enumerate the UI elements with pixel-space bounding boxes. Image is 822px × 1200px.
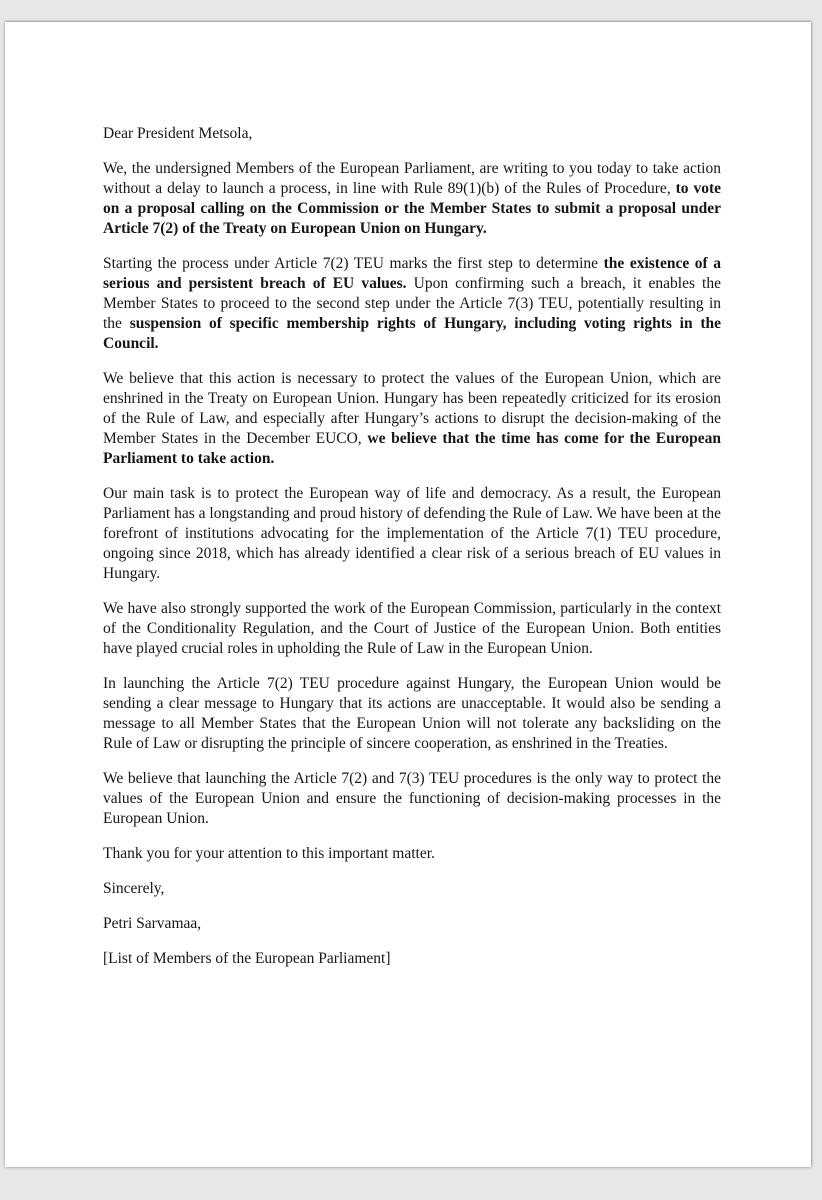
text-run: Starting the process under Article 7(2) TEU marks the first step to determine (103, 255, 604, 272)
text-run: We believe that this action is necessary to protect the values of the European Union, which are enshrined in the Treaty on European Union. Hungary has been repeatedly criticized for its erosion of the Rule of Law, and especially after Hungary’s actions to disrupt the decision-making of the Member States in the December EUCO, (103, 370, 721, 447)
text-run: We have also strongly supported the work of the European Commission, particularly in the context of the Conditionality Regulation, and the Court of Justice of the European Union. Both entities have played crucial roles in upholding the Rule of Law in the European Union. (103, 600, 721, 657)
members-list-placeholder: [List of Members of the European Parliament] (103, 950, 391, 967)
text-run: Our main task is to protect the European way of life and democracy. As a result, the European Parliament has a longstanding and proud history of defending the Rule of Law. We have been at the forefront of institutions advocating for the implementation of the Article 7(1) TEU procedure, ongoing since 2018, which has already identified a clear risk of a serious breach of EU values in Hungary. (103, 485, 721, 582)
bold-text-run: the existence of a serious and persistent breach of EU values. (103, 255, 721, 292)
signature-name: Petri Sarvamaa, (103, 915, 202, 932)
salutation: Dear President Metsola, (103, 125, 253, 142)
letter-paragraph (103, 159, 721, 239)
letter-paragraph (103, 484, 721, 584)
letter-paragraph (103, 369, 721, 469)
letter-paragraph (103, 769, 721, 829)
letter-paragraph (103, 254, 721, 354)
letter-body (103, 159, 721, 829)
bold-text-run: we believe that the time has come for the European Parliament to take action. (103, 430, 721, 467)
bold-text-run: to vote on a proposal calling on the Commission or the Member States to submit a proposal under Article 7(2) of the Treaty on European Union on Hungary. (103, 180, 721, 237)
text-run: We believe that launching the Article 7(2) and 7(3) TEU procedures is the only way to protect the values of the European Union and ensure the functioning of decision-making processes in the European Union. (103, 770, 721, 827)
text-run: In launching the Article 7(2) TEU procedure against Hungary, the European Union would be sending a clear message to Hungary that its actions are unacceptable. It would also be sending a message to all Member States that the European Union will not tolerate any backsliding on the Rule of Law or disrupting the principle of sincere cooperation, as enshrined in the Treaties. (103, 675, 721, 752)
letter-page (5, 22, 811, 1167)
letter-content (5, 22, 811, 969)
letter-paragraph (103, 674, 721, 754)
text-run: Upon confirming such a breach, it enables the Member States to proceed to the second step under the Article 7(3) TEU, potentially resulting in the (103, 275, 721, 332)
letter-paragraph (103, 599, 721, 659)
signoff: Sincerely, (103, 880, 165, 897)
bold-text-run: suspension of specific membership rights of Hungary, including voting rights in the Council. (103, 315, 722, 352)
closing-thanks: Thank you for your attention to this important matter. (103, 845, 435, 862)
text-run: We, the undersigned Members of the European Parliament, are writing to you today to take action without a delay to launch a process, in line with Rule 89(1)(b) of the Rules of Procedure, (103, 160, 721, 197)
